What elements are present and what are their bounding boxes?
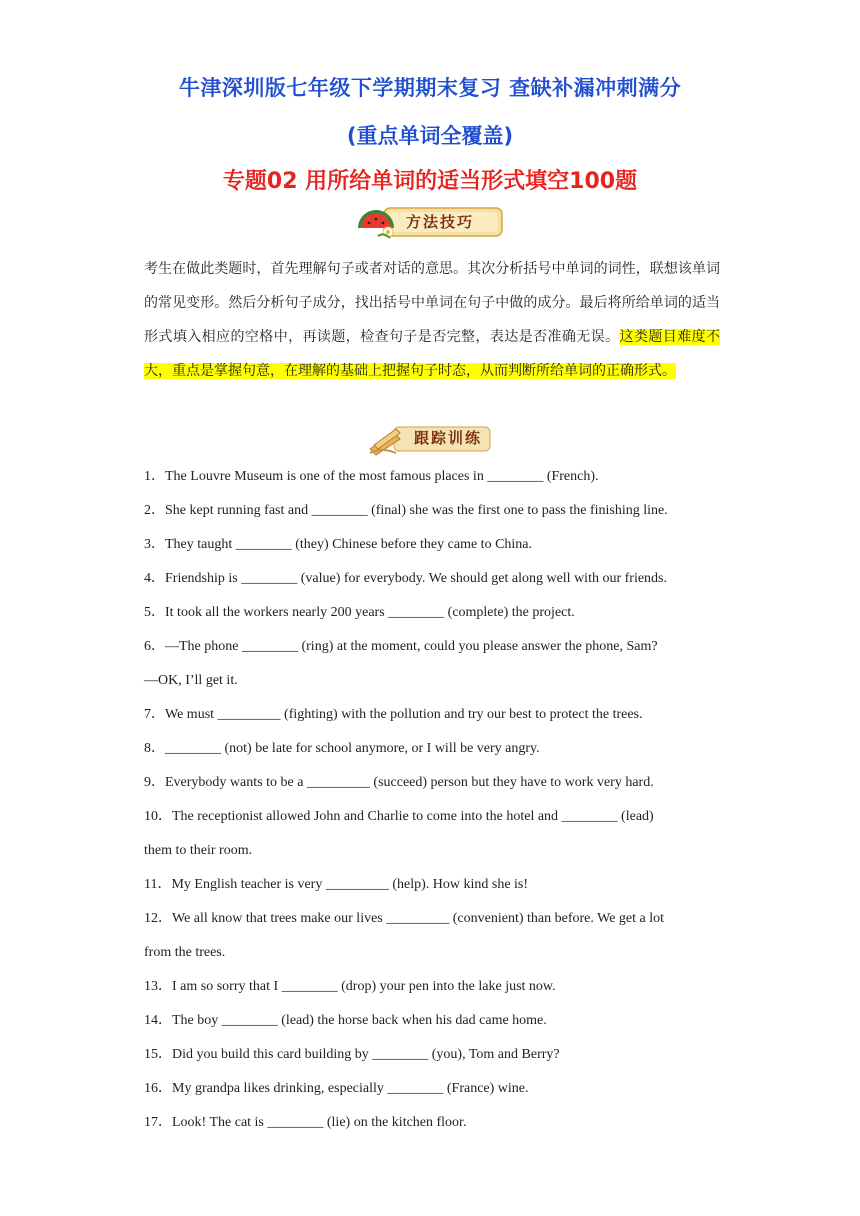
question-item xyxy=(144,630,724,698)
question-line: 6．—The phone ________ (ring) at the moment, could you please answer the phone, Sam? xyxy=(144,639,658,654)
method-intro xyxy=(144,252,720,388)
question-line: 8．________ (not) be late for school anymore, or I will be very angry. xyxy=(144,741,540,756)
question-item xyxy=(144,800,724,868)
question-line: 7．We must _________ (fighting) with the pollution and try our best to protect the trees. xyxy=(144,707,643,722)
question-line: 1．The Louvre Museum is one of the most famous places in ________ (French). xyxy=(144,469,599,484)
question-item xyxy=(144,698,724,732)
question-line: 17．Look! The cat is ________ (lie) on the kitchen floor. xyxy=(144,1115,467,1130)
question-item xyxy=(144,596,724,630)
question-line: 5．It took all the workers nearly 200 years ________ (complete) the project. xyxy=(144,605,575,620)
question-item xyxy=(144,494,724,528)
question-item xyxy=(144,1004,724,1038)
question-line: 14．The boy ________ (lead) the horse back when his dad came home. xyxy=(144,1013,547,1028)
question-item xyxy=(144,732,724,766)
question-item xyxy=(144,868,724,902)
question-line: 16．My grandpa likes drinking, especially ________ (France) wine. xyxy=(144,1081,529,1096)
topic-title: 专题02 用所给单词的适当形式填空100题 xyxy=(222,169,638,194)
question-item xyxy=(144,562,724,596)
question-line: 9．Everybody wants to be a _________ (succeed) person but they have to work very hard. xyxy=(144,775,654,790)
question-item xyxy=(144,528,724,562)
question-line: 10．The receptionist allowed John and Charlie to come into the hotel and ________ (lead) xyxy=(144,809,654,824)
question-item xyxy=(144,902,724,970)
method-tips-label: 方法技巧 xyxy=(406,213,475,231)
question-line: them to their room. xyxy=(144,843,253,858)
question-item xyxy=(144,1038,724,1072)
question-list xyxy=(144,460,724,1140)
question-line: from the trees. xyxy=(144,945,226,960)
question-line: 12．We all know that trees make our lives _________ (convenient) than before. We get a lot xyxy=(144,911,665,926)
question-item xyxy=(144,1072,724,1106)
question-line: 13．I am so sorry that I ________ (drop) your pen into the lake just now. xyxy=(144,979,556,994)
question-line: 3．They taught ________ (they) Chinese before they came to China. xyxy=(144,537,533,552)
intro-highlight: 这类题目难度不大，重点是掌握句意，在理解的基础上把握句子时态，从而判断所给单词的正确形式。 xyxy=(144,329,721,379)
practice-banner xyxy=(366,419,494,459)
question-item xyxy=(144,766,724,800)
method-tips-banner xyxy=(354,202,506,242)
practice-label: 跟踪训练 xyxy=(414,429,483,447)
question-line: 2．She kept running fast and ________ (final) she was the first one to pass the finishing line. xyxy=(144,503,668,518)
question-item xyxy=(144,1106,724,1140)
question-line: 11．My English teacher is very _________ (help). How kind she is! xyxy=(144,877,529,892)
intro-text: 考生在做此类题时，首先理解句子或者对话的意思。其次分析括号中单词的词性，联想该单词的常见变形。然后分析句子成分，找出括号中单词在句子中做的成分。最后将所给单词的适当形式填入相应的空格中，再读题，检查句子是否完整，表达是否准确无误。 xyxy=(144,261,720,345)
question-line: —OK, I’ll get it. xyxy=(144,673,238,688)
question-item xyxy=(144,970,724,1004)
question-item xyxy=(144,460,724,494)
page-title: 牛津深圳版七年级下学期期末复习 查缺补漏冲刺满分 xyxy=(178,76,682,100)
question-line: 4．Friendship is ________ (value) for everybody. We should get along well with our friends. xyxy=(144,571,668,586)
question-line: 15．Did you build this card building by ________ (you), Tom and Berry? xyxy=(144,1047,560,1062)
page-subtitle: (重点单词全覆盖) xyxy=(346,124,514,148)
